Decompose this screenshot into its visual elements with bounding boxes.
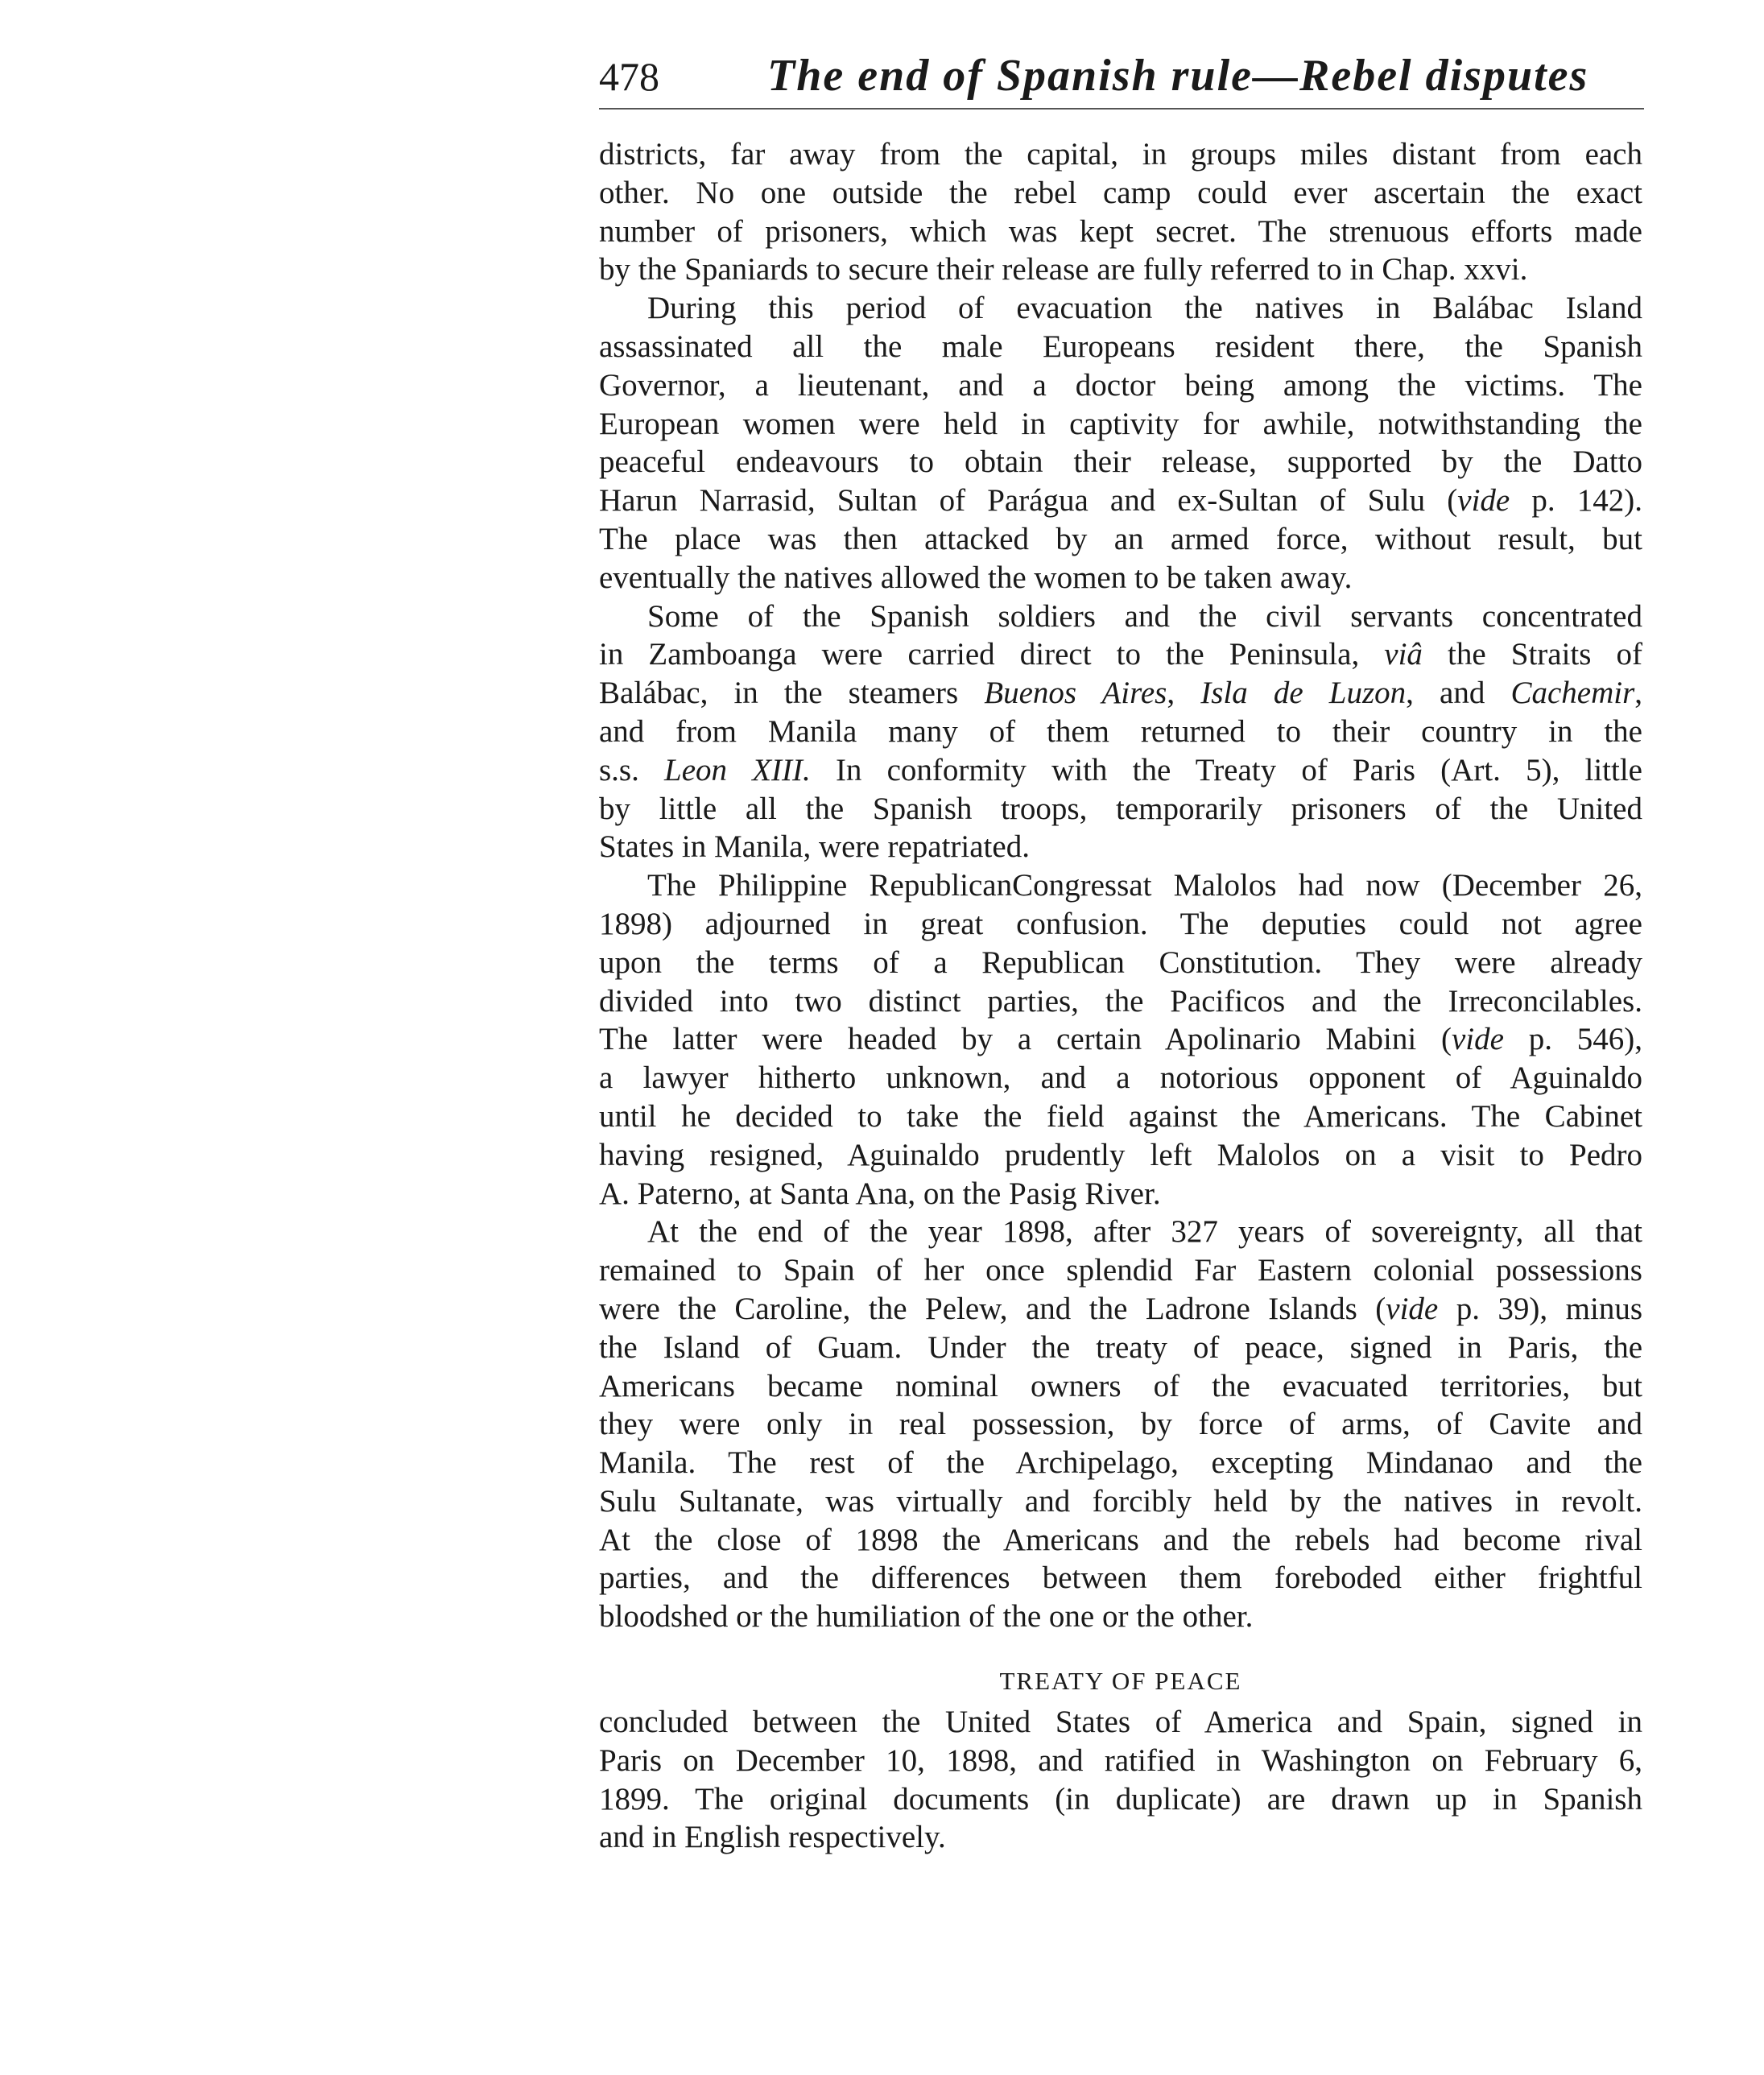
paragraph: [599, 597, 1642, 867]
text-line: Manila. The rest of the Archipelago, excepting Mindanao and the: [599, 1445, 1642, 1481]
running-head: [599, 50, 1646, 106]
body-text: [599, 135, 1642, 1857]
text-line: The place was then attacked by an armed force, without result, but: [599, 521, 1642, 556]
paragraph: [599, 1703, 1642, 1857]
section-heading: TREATY OF PEACE: [999, 1667, 1242, 1696]
text-line: bloodshed or the humiliation of the one or the other.: [599, 1599, 1254, 1635]
text-line: Governor, a lieutenant, and a doctor being among the victims. The: [599, 367, 1642, 403]
text-line: number of prisoners, which was kept secret. The strenuous efforts made: [599, 213, 1642, 249]
text-line: assassinated all the male Europeans resident there, the Spanish: [599, 329, 1642, 364]
text-line: The Philippine RepublicanCongressat Malolos had now (December 26,: [647, 868, 1642, 903]
page-number: 478: [599, 54, 659, 99]
text-line: s.s. Leon XIII. In conformity with the Treaty of Paris (Art. 5), little: [599, 752, 1642, 787]
text-line: divided into two distinct parties, the Pacificos and the Irreconcilables.: [599, 983, 1642, 1019]
text-line: European women were held in captivity for awhile, notwithstanding the: [599, 406, 1642, 441]
text-line: until he decided to take the field against the Americans. The Cabinet: [599, 1098, 1642, 1134]
text-line: Americans became nominal owners of the evacuated territories, but: [599, 1368, 1642, 1403]
italic-text: Buenos Aires: [984, 676, 1167, 711]
text-line: were the Caroline, the Pelew, and the Ladrone Islands (vide p. 39), minus: [599, 1291, 1642, 1326]
text-line: parties, and the differences between them foreboded either frightful: [599, 1560, 1642, 1596]
text-line: by the Spaniards to secure their release are fully referred to in Chap. xxvi.: [599, 252, 1528, 287]
text-line: a lawyer hitherto unknown, and a notorious opponent of Aguinaldo: [599, 1060, 1642, 1096]
paragraph: [599, 135, 1642, 289]
text-line: Harun Narrasid, Sultan of Parágua and ex-Sultan of Sulu (vide p. 142).: [599, 483, 1642, 519]
text-line: remained to Spain of her once splendid Far Eastern colonial possessions: [599, 1253, 1642, 1288]
text-line: upon the terms of a Republican Constitution. They were already: [599, 944, 1642, 980]
text-line: During this period of evacuation the natives in Balábac Island: [647, 291, 1642, 326]
text-line: having resigned, Aguinaldo prudently left Malolos on a visit to Pedro: [599, 1137, 1642, 1172]
text-line: by little all the Spanish troops, temporarily prisoners of the United: [599, 791, 1642, 826]
text-line: A. Paterno, at Santa Ana, on the Pasig River.: [599, 1176, 1161, 1211]
text-line: States in Manila, were repatriated.: [599, 829, 1030, 865]
text-line: At the end of the year 1898, after 327 years of sovereignty, all that: [647, 1214, 1642, 1250]
text-line: and from Manila many of them returned to their country in the: [599, 713, 1642, 749]
paragraph: [599, 866, 1642, 1213]
italic-text: Cachemir: [1510, 676, 1635, 711]
text-line: Paris on December 10, 1898, and ratified in Washington on February 6,: [599, 1742, 1642, 1778]
text-line: eventually the natives allowed the women to be taken away.: [599, 560, 1353, 595]
text-line: they were only in real possession, by force of arms, of Cavite and: [599, 1407, 1642, 1442]
text-line: concluded between the United States of America and Spain, signed in: [599, 1705, 1642, 1740]
italic-text: vide: [1457, 483, 1510, 519]
text-line: The latter were headed by a certain Apolinario Mabini (vide p. 546),: [599, 1022, 1642, 1057]
text-line: and in English respectively.: [599, 1820, 946, 1855]
paragraph: [599, 289, 1642, 597]
text-line: Some of the Spanish soldiers and the civil servants concentrated: [647, 598, 1642, 634]
text-line: Balábac, in the steamers Buenos Aires, Isla de Luzon, and Cachemir,: [599, 676, 1643, 711]
italic-text: Isla de Luzon: [1200, 676, 1407, 711]
text-line: 1898) adjourned in great confusion. The deputies could not agree: [599, 906, 1642, 941]
paragraph: [599, 1213, 1642, 1636]
text-line: At the close of 1898 the Americans and the rebels had become rival: [599, 1522, 1642, 1557]
text-line: peaceful endeavours to obtain their release, supported by the Datto: [599, 444, 1642, 480]
text-line: Sulu Sultanate, was virtually and forcibly held by the natives in revolt.: [599, 1483, 1642, 1519]
italic-text: vide: [1386, 1291, 1439, 1326]
italic-text: vide: [1451, 1022, 1504, 1057]
text-line: other. No one outside the rebel camp could ever ascertain the exact: [599, 175, 1642, 210]
text-line: in Zamboanga were carried direct to the Peninsula, viâ the Straits of: [599, 637, 1642, 672]
running-title: The end of Spanish rule—Rebel disputes: [767, 51, 1589, 101]
text-line: 1899. The original documents (in duplicate) are drawn up in Spanish: [599, 1781, 1642, 1817]
text-line: the Island of Guam. Under the treaty of peace, signed in Paris, the: [599, 1329, 1642, 1365]
text-line: districts, far away from the capital, in groups miles distant from each: [599, 137, 1642, 172]
italic-text: viâ: [1384, 637, 1423, 672]
italic-text: Leon XIII.: [664, 752, 811, 787]
header-rule: [599, 108, 1644, 110]
